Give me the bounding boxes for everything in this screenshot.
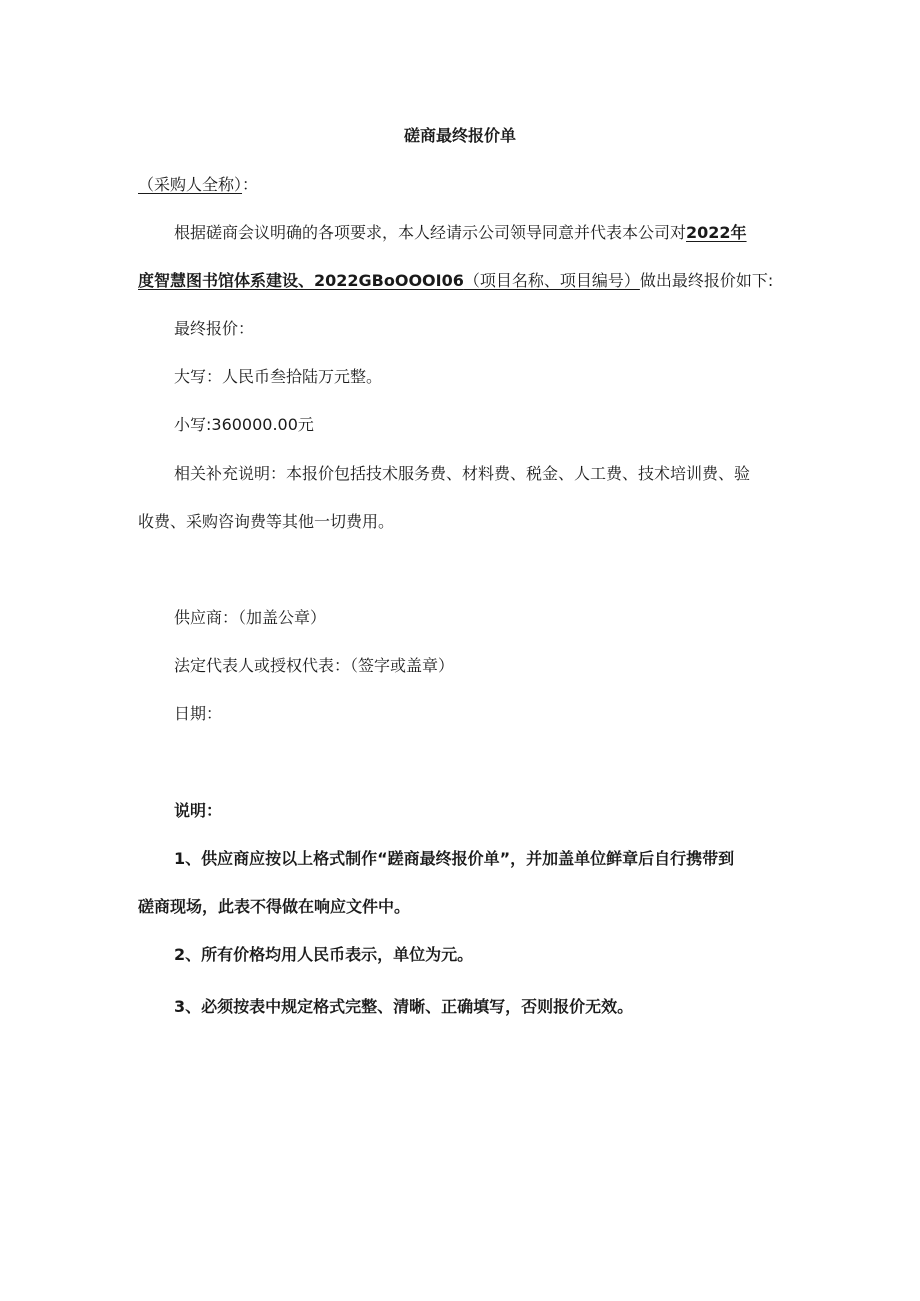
amount-upper: 大写：人民币叁拾陆万元整。: [174, 367, 383, 386]
notes-item-1-line-2: 磋商现场，此表不得做在响应文件中。: [138, 897, 411, 916]
notes-item-3: 3、必须按表中规定格式完整、清晰、正确填写，否则报价无效。: [174, 997, 634, 1016]
addressee-name: （采购人全称）: [138, 175, 243, 194]
project-name: 度智慧图书馆体系建设、2022GBoOOOI06: [138, 271, 464, 290]
related-notes-line-2: 收费、采购咨询费等其他一切费用。: [138, 512, 395, 531]
intro-lead: 根据磋商会议明确的各项要求，本人经请示公司领导同意并代表本公司对: [174, 223, 687, 242]
addressee-suffix: ：: [242, 175, 259, 194]
notes-item-2: 2、所有价格均用人民币表示，单位为元。: [174, 945, 474, 964]
amount-lower: 小写:360000.00元: [174, 415, 314, 434]
related-notes-line-1: 相关补充说明：本报价包括技术服务费、材料费、税金、人工费、技术培训费、验: [174, 464, 751, 483]
notes-item-1-line-1: 1、供应商应按以上格式制作“蹉商最终报价单”，并加盖单位鲜章后自行携带到: [174, 849, 735, 868]
addressee-line: [138, 174, 258, 196]
supplier-seal-line: 供应商：（加盖公章）: [174, 608, 327, 627]
document-title: 磋商最终报价单: [403, 126, 516, 145]
date-line: 日期：: [174, 704, 223, 723]
intro-line-1: [174, 222, 784, 244]
intro-line-2: [138, 270, 773, 292]
project-name-note: （项目名称、项目编号）: [463, 271, 640, 290]
legal-representative-line: 法定代表人或授权代表：（签字或盖章）: [174, 656, 455, 675]
notes-heading: 说明：: [174, 801, 223, 820]
intro-tail: 做出最终报价如下:: [639, 271, 774, 290]
final-price-label: 最终报价：: [174, 319, 255, 338]
intro-project-year: 2022年: [686, 223, 747, 242]
